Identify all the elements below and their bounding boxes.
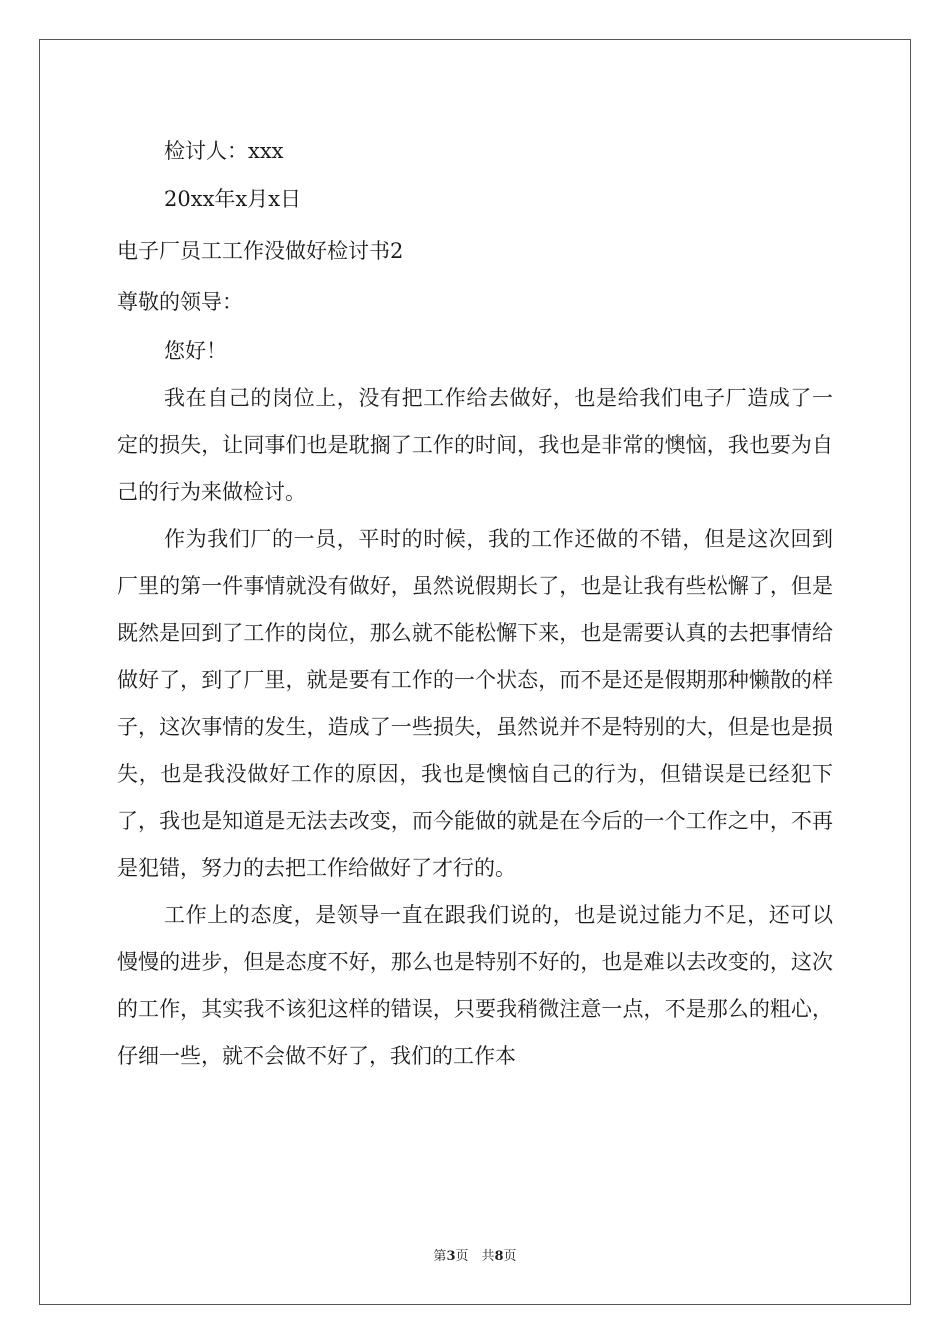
footer-current-page: 3 (446, 1249, 456, 1264)
date-line: 20xx年x月x日 (164, 187, 302, 211)
greeting: 您好！ (164, 339, 227, 363)
footer-middle: 页 共 (455, 1249, 495, 1264)
paragraphs (117, 375, 833, 1080)
footer-total-pages: 8 (494, 1249, 504, 1264)
footer-prefix: 第 (433, 1249, 447, 1264)
reviewer-line: 检讨人：xxx (164, 139, 284, 163)
paragraph-1: 我在自己的岗位上，没有把工作给去做好，也是给我们电子厂造成了一定的损失，让同事们也是耽搁了工作的时间，我也是非常的懊恼，我也要为自己的行为来做检讨。 (117, 386, 833, 504)
page-footer (0, 1248, 950, 1266)
salutation: 尊敬的领导： (117, 290, 243, 314)
paragraph-3: 工作上的态度，是领导一直在跟我们说的，也是说过能力不足，还可以慢慢的进步，但是态度不好，那么也是特别不好的，也是难以去改变的，这次的工作，其实我不该犯这样的错误，只要我稍微注意一点，不是那么的粗心，仔细一些，就不会做不好了，我们的工作本 (117, 903, 833, 1068)
footer-suffix: 页 (503, 1249, 517, 1264)
document-title: 电子厂员工工作没做好检讨书2 (117, 239, 404, 263)
paragraph-2: 作为我们厂的一员，平时的时候，我的工作还做的不错，但是这次回到厂里的第一件事情就没有做好，虽然说假期长了，也是让我有些松懈了，但是既然是回到了工作的岗位，那么就不能松懈下来，也是需要认真的去把事情给做好了，到了厂里，就是要有工作的一个状态，而不是还是假期那种懒散的样子，这次事情的发生，造成了一些损失，虽然说并不是特别的大，但是也是损失，也是我没做好工作的原因，我也是懊恼自己的行为，但错误是已经犯下了，我也是知道是无法去改变，而今能做的就是在今后的一个工作之中，不再是犯错，努力的去把工作给做好了才行的。 (117, 527, 833, 880)
